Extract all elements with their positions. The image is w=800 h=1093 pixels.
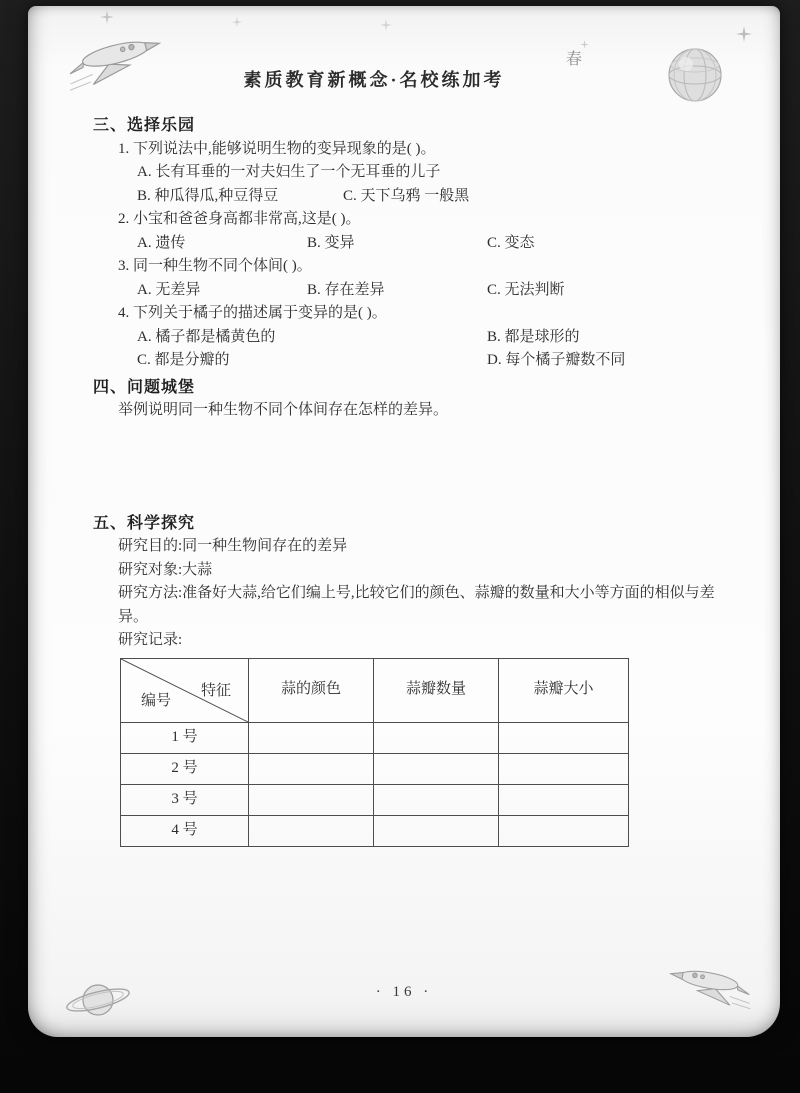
empty-cell [374, 815, 499, 846]
question-4-option-c: C. 都是分瓣的 [137, 352, 230, 368]
empty-cell [499, 722, 629, 753]
empty-cell [499, 753, 629, 784]
question-3-option-a: A. 无差异 [137, 281, 201, 298]
diagonal-label-number: 编号 [141, 693, 172, 709]
page-number: · 16 · [375, 984, 433, 1000]
question-1-option-a: A. 长有耳垂的一对夫妇生了一个无耳垂的儿子 [137, 164, 441, 180]
sparkle-icon [580, 36, 589, 54]
research-purpose: 研究目的:同一种生物间存在的差异 [118, 538, 348, 554]
row-label: 3 号 [121, 784, 249, 815]
empty-cell [499, 784, 629, 815]
sparkle-icon [100, 10, 114, 29]
season-watermark: 春 [566, 51, 584, 68]
research-method: 研究方法:准备好大蒜,给它们编上号,比较它们的颜色、蒜瓣的数量和大小等方面的相似与差异。 [118, 585, 715, 625]
diagonal-label-feature: 特征 [200, 682, 231, 699]
table-row [121, 753, 629, 784]
page-title: 素质教育新概念·名校练加考 [243, 70, 505, 90]
empty-cell [374, 753, 499, 784]
question-3-option-c: C. 无法判断 [487, 281, 565, 298]
question-4-option-a: A. 橘子都是橘黄色的 [137, 328, 276, 345]
question-1-option-b: B. 种瓜得瓜,种豆得豆 [137, 187, 279, 204]
column-header-clove-size: 蒜瓣大小 [499, 658, 629, 722]
empty-cell [249, 815, 374, 846]
question-1-stem: 1. 下列说法中,能够说明生物的变异现象的是( )。 [118, 140, 436, 157]
empty-cell [499, 815, 629, 846]
column-header-clove-count: 蒜瓣数量 [374, 658, 499, 722]
question-3-options-row [137, 279, 738, 303]
worksheet-content [93, 114, 738, 847]
question-4-option-d: D. 每个橘子瓣数不同 [487, 352, 626, 368]
research-record-table [120, 658, 629, 847]
question-2-option-a: A. 遗传 [137, 234, 186, 251]
empty-cell [374, 722, 499, 753]
table-row [121, 784, 629, 815]
column-header-garlic-color: 蒜的颜色 [249, 658, 374, 722]
question-4-stem: 4. 下列关于橘子的描述属于变异的是( )。 [118, 305, 387, 321]
empty-cell [249, 753, 374, 784]
question-1-option-c: C. 天下乌鸦 一般黑 [343, 187, 470, 204]
sparkle-icon [736, 26, 752, 47]
row-label: 4 号 [121, 815, 249, 846]
research-record-label: 研究记录: [118, 632, 183, 648]
question-2-stem: 2. 小宝和爸爸身高都非常高,这是( )。 [118, 211, 361, 227]
question-2-option-b: B. 变异 [307, 234, 355, 251]
section-3-title: 三、选择乐园 [93, 117, 196, 134]
sparkle-icon [232, 14, 242, 32]
saturn-icon [58, 974, 138, 1031]
table-header-row [121, 658, 629, 722]
table-diagonal-header-cell [121, 658, 249, 722]
research-subject: 研究对象:大蒜 [118, 561, 213, 578]
question-4-option-b: B. 都是球形的 [487, 328, 580, 345]
sparkle-icon [380, 18, 392, 36]
section-4-prompt: 举例说明同一种生物不同个体间存在怎样的差异。 [118, 402, 449, 418]
empty-cell [249, 722, 374, 753]
question-4-options-row-2 [137, 349, 738, 373]
table-row [121, 722, 629, 753]
section-5-title: 五、科学探究 [93, 514, 196, 532]
row-label: 2 号 [121, 753, 249, 784]
question-2-options-row [137, 232, 738, 256]
row-label: 1 号 [121, 722, 249, 753]
table-row [121, 815, 629, 846]
question-3-option-b: B. 存在差异 [307, 281, 385, 298]
question-2-option-c: C. 变态 [487, 234, 535, 251]
paper-page [28, 6, 780, 1037]
empty-cell [249, 784, 374, 815]
empty-cell [374, 784, 499, 815]
question-3-stem: 3. 同一种生物不同个体间( )。 [118, 258, 312, 274]
section-4-title: 四、问题城堡 [93, 378, 196, 396]
question-4-options-row-1 [137, 326, 738, 350]
question-1-options-row [137, 185, 738, 209]
